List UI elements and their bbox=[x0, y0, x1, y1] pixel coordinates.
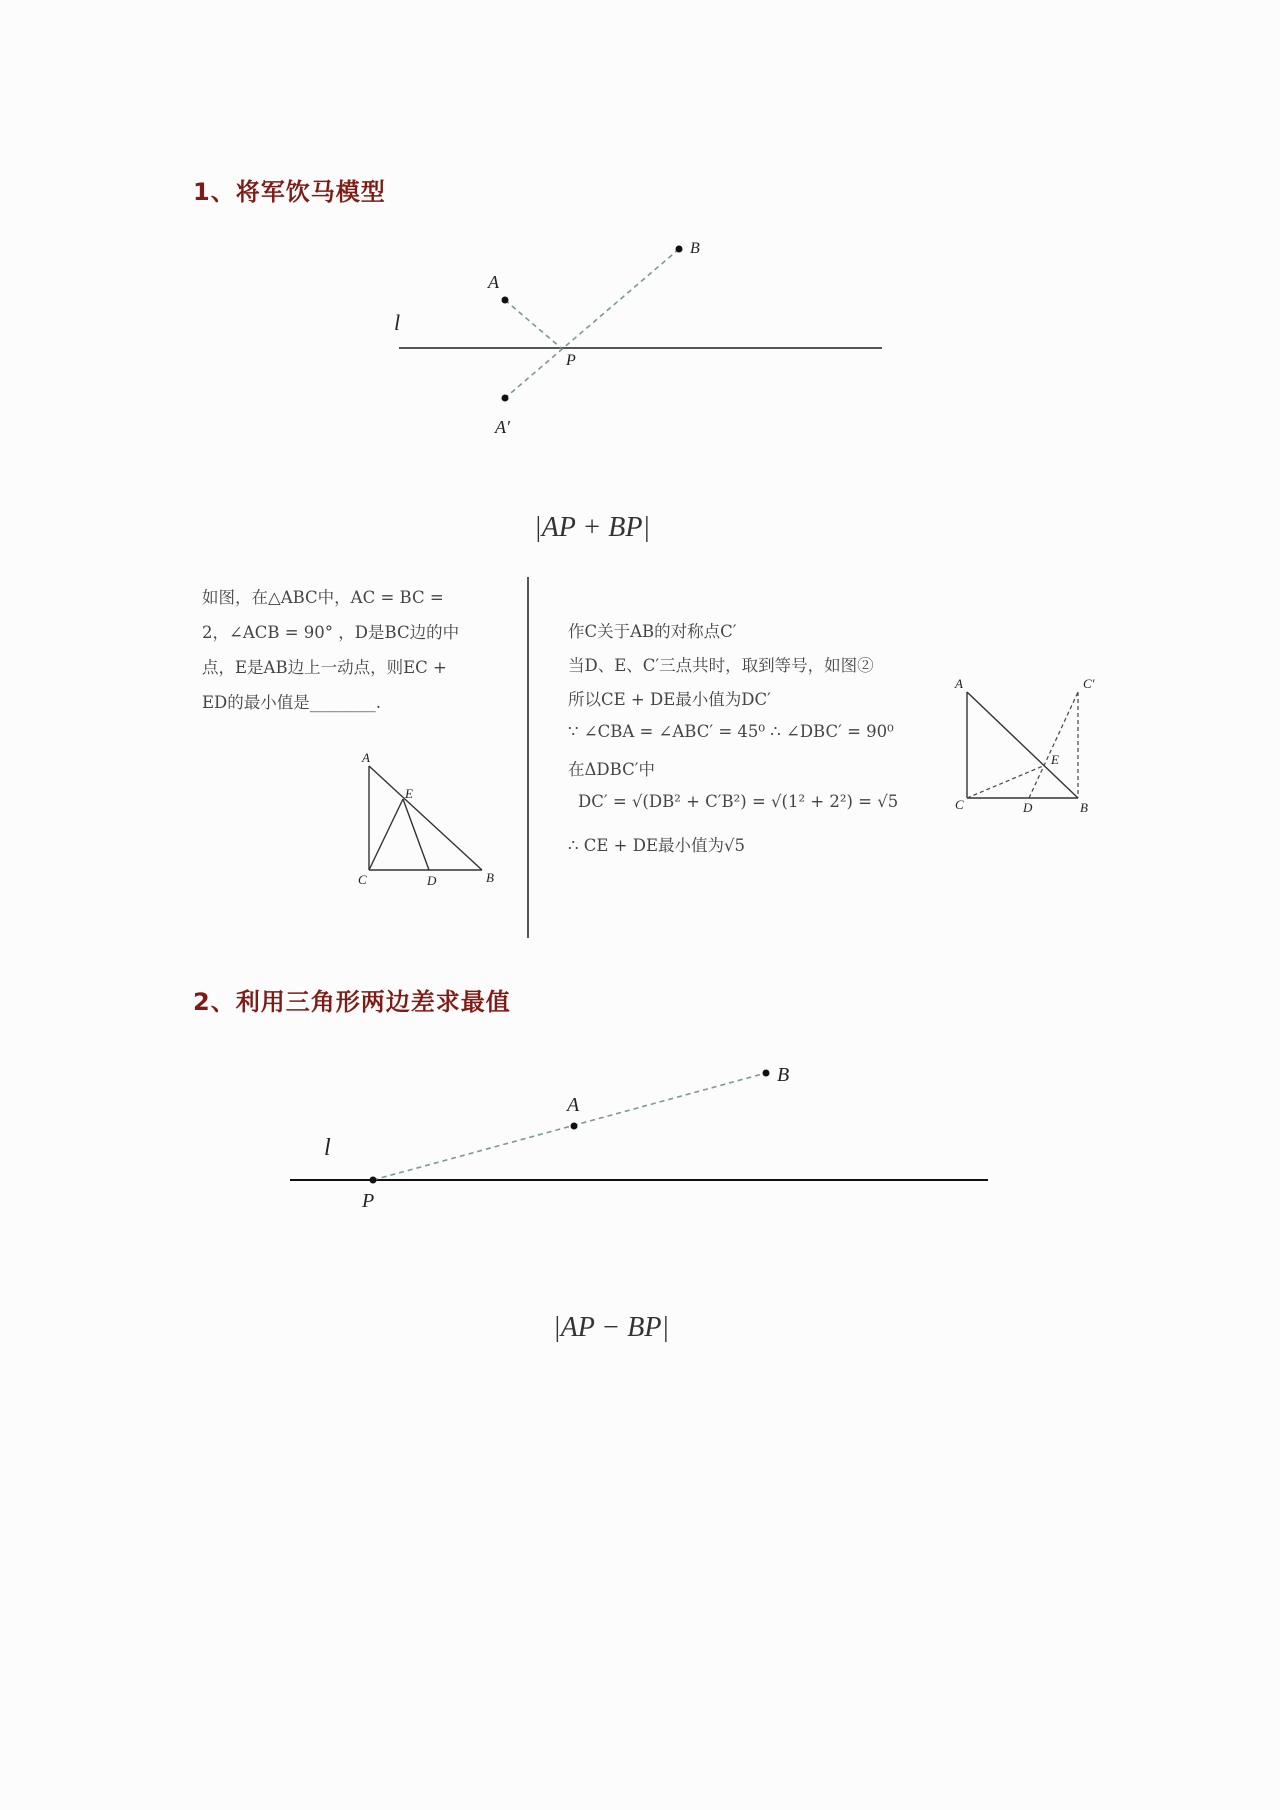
point-a-2 bbox=[571, 1123, 578, 1130]
label-p: P bbox=[566, 352, 576, 369]
triangle-figure-1 bbox=[369, 766, 482, 870]
problem-line-3: 点，E是AB边上一动点，则EC + bbox=[202, 658, 447, 677]
diagram2 bbox=[290, 1070, 988, 1184]
label-a-2: A bbox=[567, 1094, 580, 1116]
point-a-prime bbox=[502, 395, 509, 402]
label-b: B bbox=[690, 240, 700, 257]
solution-line-7: ∴ CE + DE最小值为√5 bbox=[568, 836, 746, 855]
point-p-2 bbox=[370, 1177, 377, 1184]
solution-line-1: 作C关于AB的对称点C′ bbox=[568, 622, 737, 641]
segment-ap bbox=[505, 300, 561, 348]
segment-pb bbox=[373, 1073, 766, 1180]
fig1-label-a: A bbox=[362, 750, 370, 765]
triangle-figure-2 bbox=[967, 692, 1078, 798]
label-p-2: P bbox=[362, 1190, 375, 1212]
point-a bbox=[502, 297, 509, 304]
section2-heading: 2、利用三角形两边差求最值 bbox=[193, 988, 511, 1016]
fig2-label-d: D bbox=[1023, 800, 1033, 815]
section1-heading: 1、将军饮马模型 bbox=[193, 178, 386, 206]
label-a: A bbox=[488, 272, 499, 292]
point-b-2 bbox=[763, 1070, 770, 1077]
problem-line-4: ED的最小值是________. bbox=[202, 693, 382, 712]
solution-line-4: ∵ ∠CBA = ∠ABC′ = 45⁰ ∴ ∠DBC′ = 90⁰ bbox=[568, 722, 894, 741]
fig2-label-c: C bbox=[955, 797, 964, 812]
formula-difference: |AP − BP| bbox=[553, 1312, 670, 1343]
fig1-label-c: C bbox=[358, 872, 367, 887]
solution-line-2: 当D、E、C′三点共时，取到等号，如图② bbox=[568, 656, 874, 675]
diagram1 bbox=[399, 246, 882, 402]
fig2-label-b: B bbox=[1080, 800, 1088, 815]
fig2-label-e: E bbox=[1051, 752, 1059, 767]
label-a-prime: A′ bbox=[495, 417, 510, 437]
column-divider bbox=[527, 577, 529, 938]
solution-line-5: 在ΔDBC′中 bbox=[568, 760, 655, 779]
solution-line-6: DC′ = √(DB² + C′B²) = √(1² + 2²) = √5 bbox=[578, 792, 899, 811]
label-b-2: B bbox=[777, 1064, 790, 1086]
segment-ba-prime bbox=[505, 249, 679, 398]
fig2-label-a: A bbox=[955, 676, 963, 691]
label-l-2: l bbox=[324, 1135, 331, 1161]
problem-line-2: 2，∠ACB = 90° ，D是BC边的中 bbox=[202, 623, 460, 642]
fig2-label-c-prime: C′ bbox=[1083, 676, 1095, 691]
solution-line-3: 所以CE + DE最小值为DC′ bbox=[568, 690, 771, 709]
label-l: l bbox=[394, 310, 401, 335]
problem-line-1: 如图，在△ABC中，AC = BC = bbox=[202, 588, 444, 607]
fig1-label-d: D bbox=[427, 873, 437, 888]
fig1-label-e: E bbox=[405, 786, 413, 801]
formula-sum: |AP + BP| bbox=[534, 512, 651, 543]
fig1-label-b: B bbox=[486, 870, 494, 885]
point-b bbox=[676, 246, 683, 253]
